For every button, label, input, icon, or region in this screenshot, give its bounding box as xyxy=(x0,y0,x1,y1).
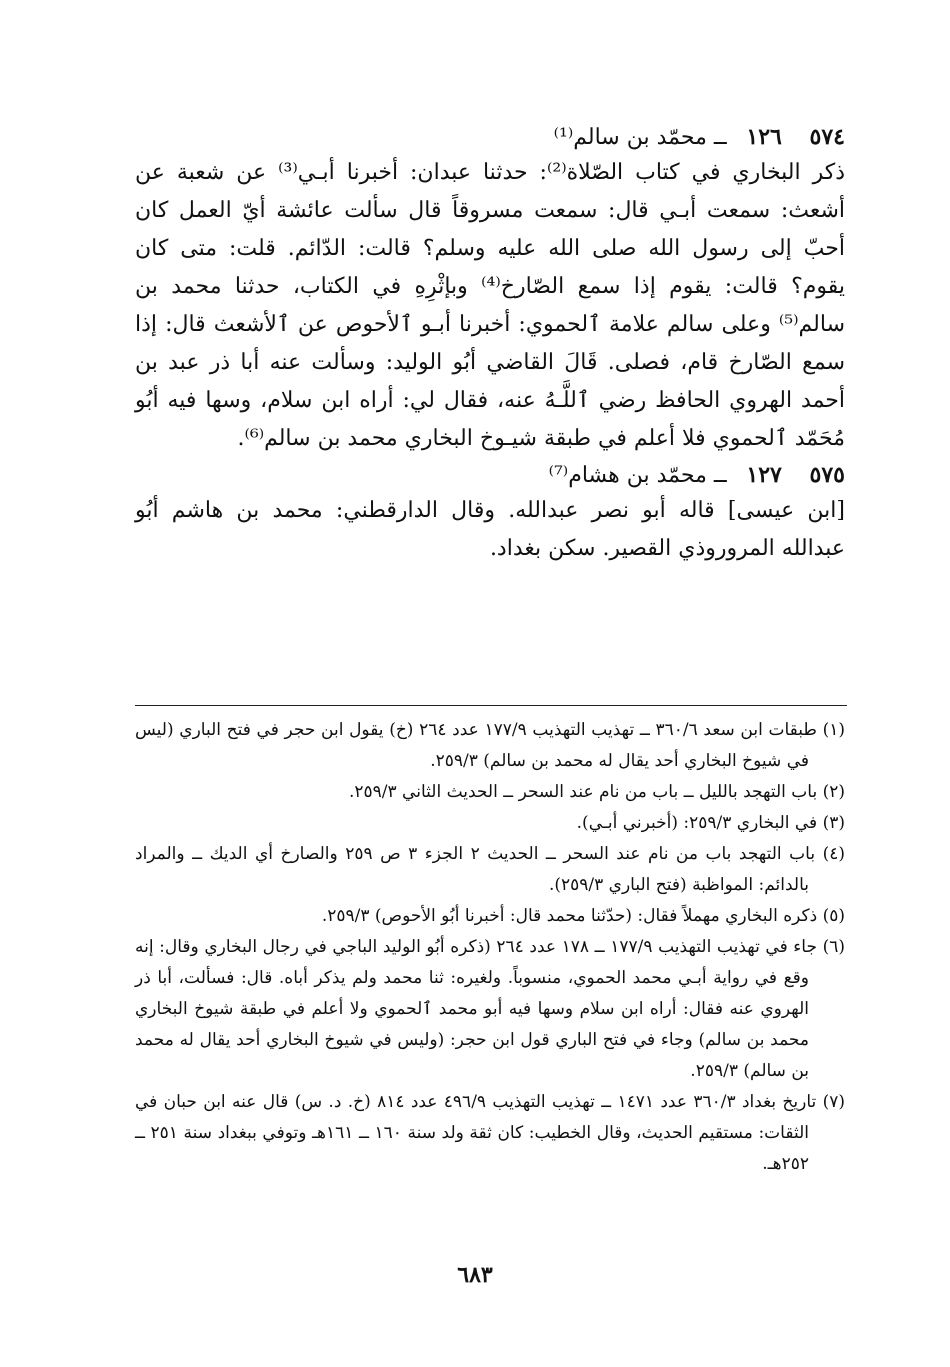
footnote-6: (٦) جاء في تهذيب التهذيب ١٧٧/٩ ــ ١٧٨ عدد ٢٦٤ (ذكره أبُو الوليد الباجي في رجال البخاري وقال: إنه وقع في رواية أبـي محمد الحموي، منسوباً. ولغيره: ثنا محمد ولم يذكر أباه. قال: فسألت، أبا ذر الهروي عنه فقال: أراه ابن سلام وسها فيه أبو محمد ٱلحموي ولا أعلم في طبقة شيوخ البخاري محمد بن سالم) وجاء في فتح الباري قول ابن حجر: (وليس في شيوخ البخاري أحد يقال له محمد بن سالم) ٢٥٩/٣. xyxy=(135,937,845,1081)
footnote-5: (٥) ذكره البخاري مهملاً فقال: (حدّثنا محمد قال: أخبرنا أبُو الأحوص) ٢٥٩/٣. xyxy=(321,906,845,926)
entry-heading xyxy=(135,120,845,154)
page-number: ٦٨٣ xyxy=(457,1262,493,1288)
entry-sub-number: ١٢٧ xyxy=(746,462,782,488)
entry-575 xyxy=(135,458,845,568)
entry-heading xyxy=(135,458,845,492)
main-text xyxy=(135,120,845,568)
entry-paragraph: ذكر البخاري في كتاب الصّلاة⁽²⁾: حدثنا عبدان: أخبرنا أبـي⁽³⁾ عن شعبة عن أشعث: سمعت أبـي قال: سمعت مسروقاً قال سألت عائشة أيّ العمل كان أحبّ إلى رسول الله صلى الله عليه وسلم؟ قالت: الدّائم. قلت: متى كان يقوم؟ قالت: يقوم إذا سمع الصّارخ⁽⁴⁾ وبإثْرِهِ في الكتاب، حدثنا محمد بن سالم⁽⁵⁾ وعلى سالم علامة ٱلحموي: أخبرنا أبـو ٱلأحوص عن ٱلأشعث قال: إذا سمع الصّارخ قام، فصلى. قَالَ القاضي أبُو الوليد: وسألت عنه أبا ذر عبد بن أحمد الهروي الحافظ رضي ٱللَّـهُ عنه، فقال لي: أراه ابن سلام، وسها فيه أبُو مُحَمّد ٱلحموي فلا أعلم في طبقة شيـوخ البخاري محمد بن سالم⁽⁶⁾. xyxy=(135,160,846,451)
entry-name: ــ محمّد بن هشام⁽⁷⁾ xyxy=(548,463,727,488)
footnote-7: (٧) تاريخ بغداد ٣٦٠/٣ عدد ١٤٧١ ــ تهذيب التهذيب ٤٩٦/٩ عدد ٨١٤ (خ. د. س) قال عنه ابن حبان في الثقات: مستقيم الحديث، وقال الخطيب: كان ثقة ولد سنة ١٦٠ ــ ١٦١هـ وتوفي ببغداد سنة ٢٥١ ــ ٢٥٢هـ. xyxy=(135,1092,845,1174)
footnote-2: (٢) باب التهجد بالليل ــ باب من نام عند السحر ــ الحديث الثاني ٢٥٩/٣. xyxy=(348,782,845,802)
footnotes xyxy=(135,715,845,1180)
entry-number: ٥٧٥ xyxy=(809,462,845,488)
footnote-3: (٣) في البخاري ٢٥٩/٣: (أخبرني أبـي). xyxy=(576,813,845,833)
entry-paragraph: [ابن عيسى] قاله أبو نصر عبدالله. وقال الدارقطني: محمد بن هاشم أبُو عبدالله المروروذي القصير. سكن بغداد. xyxy=(135,498,845,561)
entry-sub-number: ١٢٦ xyxy=(746,124,782,150)
footnote-1: (١) طبقات ابن سعد ٣٦٠/٦ ــ تهذيب التهذيب ١٧٧/٩ عدد ٢٦٤ (خ) يقول ابن حجر في فتح الباري (ليس في شيوخ البخاري أحد يقال له محمد بن سالم) ٢٥٩/٣. xyxy=(135,720,846,771)
footnote-divider xyxy=(135,705,847,706)
entry-number: ٥٧٤ xyxy=(809,124,845,150)
entry-name: ــ محمّد بن سالم⁽¹⁾ xyxy=(553,125,727,150)
entry-574 xyxy=(135,120,845,458)
footnote-4: (٤) باب التهجد باب من نام عند السحر ــ الحديث ٢ الجزء ٣ ص ٢٥٩ والصارخ أي الديك ــ والمراد بالدائم: المواظبة (فتح الباري ٢٥٩/٣). xyxy=(135,844,845,895)
